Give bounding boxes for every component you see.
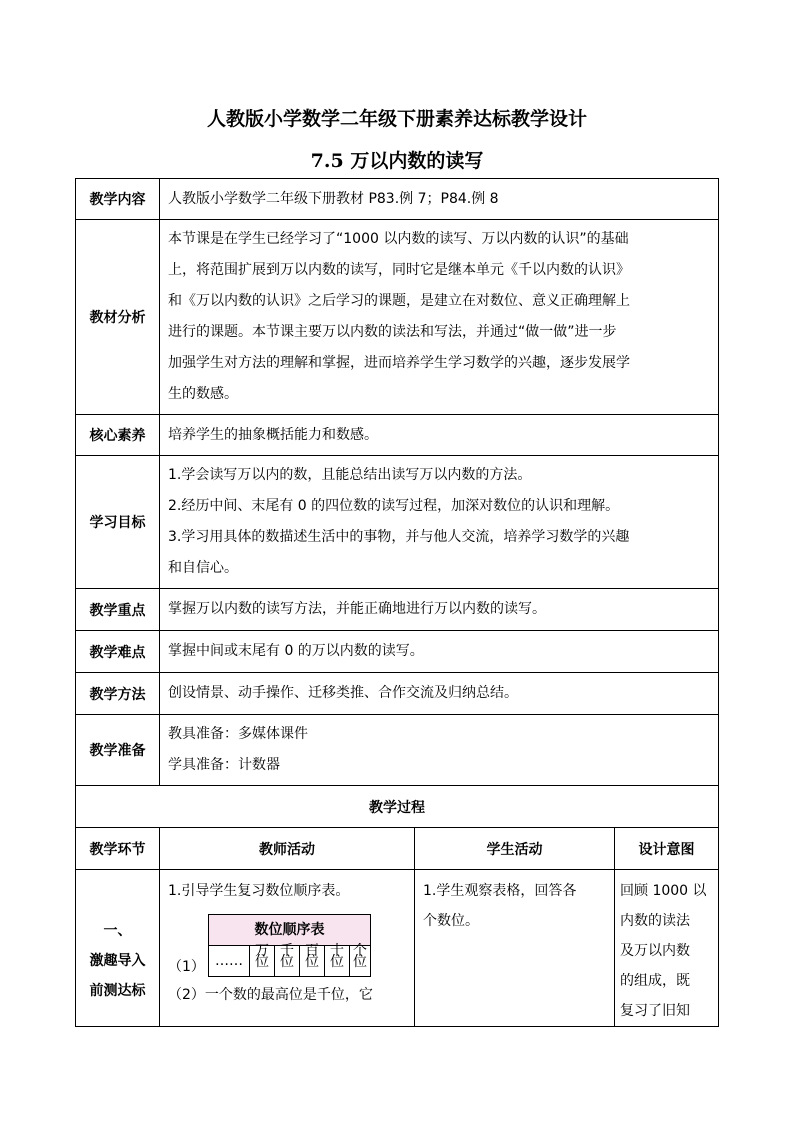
place-one xyxy=(350,943,371,977)
text-line: 3.学习用具体的数描述生活中的事物，并与他人交流，培养学习数学的兴趣 xyxy=(168,529,630,545)
header-teacher: 教师活动 xyxy=(160,828,415,870)
row-text: 培养学生的抽象概括能力和数感。 xyxy=(160,415,719,456)
document-title: 人教版小学数学二年级下册素养达标教学设计 xyxy=(206,108,587,130)
text-line: 2.经历中间、末尾有 0 的四位数的读写过程，加深对数位的认识和理解。 xyxy=(168,498,620,514)
text-line: 上，将范围扩展到万以内数的读写，同时它是继本单元《千以内数的认识》 xyxy=(168,262,630,278)
row-text: 创设情景、动手操作、迁移类推、合作交流及归纳总结。 xyxy=(160,673,719,715)
row-label: 教学准备 xyxy=(76,715,160,786)
cell-text: 百 位 xyxy=(305,943,319,970)
place-value-dots: …… xyxy=(209,946,250,977)
text-line: 加强学生对方法的理解和掌握，进而培养学生学习数学的兴趣，逐步发展学 xyxy=(168,355,630,371)
text-line: 学具准备：计数器 xyxy=(168,757,280,773)
text-line: （2）一个数的最高位是千位，它 xyxy=(168,987,373,1003)
text-line: 教具准备：多媒体课件 xyxy=(168,726,308,742)
row-label: 核心素养 xyxy=(76,415,160,456)
place-value-table xyxy=(208,914,371,977)
process-title: 教学过程 xyxy=(76,786,719,828)
place-value-title: 数位顺序表 xyxy=(209,915,371,946)
row-text xyxy=(160,220,719,415)
row-text: 掌握中间或末尾有 0 的万以内数的读写。 xyxy=(160,631,719,673)
place-ten xyxy=(325,943,350,977)
place-thousand xyxy=(275,943,300,977)
header-intent: 设计意图 xyxy=(615,828,719,870)
text-line: 和《万以内数的认识》之后学习的课题，是建立在对数位、意义正确理解上 xyxy=(168,293,630,309)
lesson-plan-table xyxy=(75,178,719,1027)
row-label: 教学内容 xyxy=(76,179,160,220)
row-text: 人教版小学数学二年级下册教材 P83.例 7；P84.例 8 xyxy=(160,179,719,220)
cell-text: 十 位 xyxy=(330,943,344,970)
text-line: 生的数感。 xyxy=(168,386,238,402)
row-literacy xyxy=(76,415,719,456)
row-focus xyxy=(76,589,719,631)
stage-subtitle: 前测达标 xyxy=(89,983,146,999)
text-line: 1.学会读写万以内的数，且能总结出读写万以内数的方法。 xyxy=(168,467,532,483)
text-line: 本节课是在学生已经学习了“1000 以内数的读写、万以内数的认识”的基础 xyxy=(168,231,629,247)
row-label: 教学重点 xyxy=(76,589,160,631)
row-analysis xyxy=(76,220,719,415)
row-text xyxy=(160,456,719,589)
row-process-headers xyxy=(76,828,719,870)
cell-text: 个 位 xyxy=(353,943,367,970)
header-stage: 教学环节 xyxy=(76,828,160,870)
row-label: 教学方法 xyxy=(76,673,160,715)
row-label: 学习目标 xyxy=(76,456,160,589)
row-label: 教学难点 xyxy=(76,631,160,673)
place-ten-thousand xyxy=(250,943,275,977)
row-process-title xyxy=(76,786,719,828)
row-prep xyxy=(76,715,719,786)
text-line: 复习了旧知 xyxy=(620,1003,690,1019)
row-stage-1 xyxy=(76,870,719,1027)
stage-title: 激趣导入 xyxy=(89,953,146,969)
cell-text: 万 位 xyxy=(255,943,269,970)
text-line: 的组成，既 xyxy=(620,973,690,989)
text-line: 回顾 1000 以 xyxy=(620,883,707,899)
place-hundred xyxy=(300,943,325,977)
row-text: 掌握万以内数的读写方法，并能正确地进行万以内数的读写。 xyxy=(160,589,719,631)
student-activity xyxy=(415,870,615,1027)
header-student: 学生活动 xyxy=(415,828,615,870)
cell-text: 千 位 xyxy=(280,943,294,970)
lesson-title: 7.5 万以内数的读写 xyxy=(310,150,484,172)
row-label: 教材分析 xyxy=(76,220,160,415)
item-label: （1） xyxy=(168,959,205,975)
text-line: 及万以内数 xyxy=(620,943,690,959)
row-content xyxy=(76,179,719,220)
text-line: 个数位。 xyxy=(423,913,479,929)
stage-number: 一、 xyxy=(103,923,132,939)
row-goals xyxy=(76,456,719,589)
text-line: 1.引导学生复习数位顺序表。 xyxy=(168,883,350,899)
teacher-activity xyxy=(160,870,415,1027)
text-line: 进行的课题。本节课主要万以内数的读法和写法，并通过“做一做”进一步 xyxy=(168,324,617,340)
text-line: 和自信心。 xyxy=(168,560,238,576)
text-line: 1.学生观察表格，回答各 xyxy=(423,883,577,899)
row-difficulty xyxy=(76,631,719,673)
row-text xyxy=(160,715,719,786)
design-intent xyxy=(615,870,719,1027)
row-method xyxy=(76,673,719,715)
text-line: 内数的读法 xyxy=(620,913,690,929)
stage-cell xyxy=(76,870,160,1027)
